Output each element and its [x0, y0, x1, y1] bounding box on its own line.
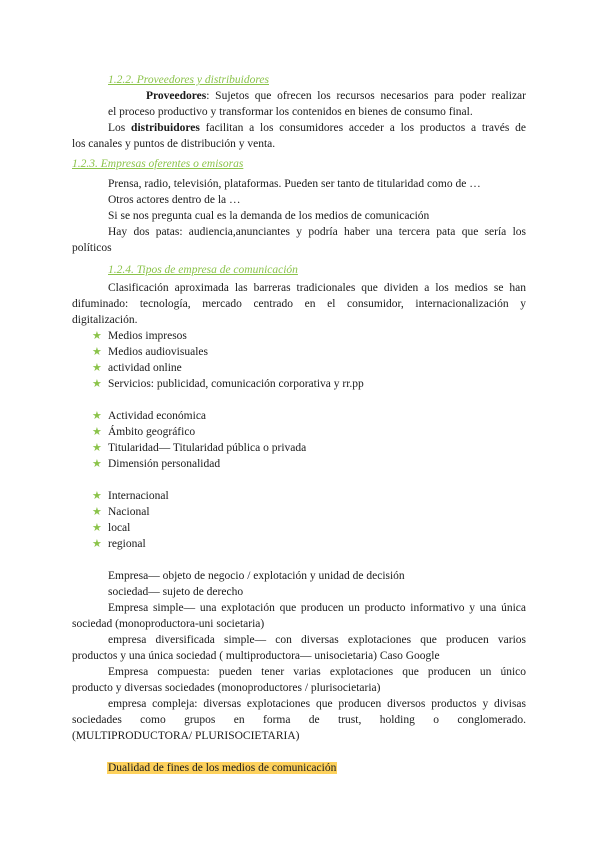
- empresa-compleja-line-3: (MULTIPRODUCTORA/ PLURISOCIETARIA): [72, 730, 300, 742]
- paragraph-line: Prensa, radio, televisión, plataformas. Pueden ser tanto de titularidad como de …: [108, 178, 481, 190]
- clasificacion-line-3: digitalización.: [72, 314, 138, 326]
- empresa-definition: Empresa— objeto de negocio / explotación y unidad de decisión: [108, 570, 405, 582]
- star-icon: ★: [92, 346, 102, 358]
- star-icon: ★: [92, 410, 102, 422]
- patas-line-1: Hay dos patas: audiencia,anunciantes y podría haber una tercera pata que sería los: [108, 226, 526, 238]
- list-item: ★ Internacional: [92, 490, 169, 502]
- empresa-compleja-line-1: empresa compleja: diversas explotaciones que producen diversos productos y divisas: [108, 698, 526, 710]
- patas-line-2: políticos: [72, 242, 112, 254]
- paragraph-line: Si se nos pregunta cual es la demanda de los medios de comunicación: [108, 210, 430, 222]
- clasificacion-line-2: difuminado: tecnología, mercado centrado en el consumidor, internacionalización y: [72, 298, 526, 310]
- highlighted-heading: Dualidad de fines de los medios de comunicación: [108, 762, 337, 774]
- list-item: ★ regional: [92, 538, 146, 550]
- section-heading-1-2-2: 1.2.2. Proveedores y distribuidores: [108, 74, 269, 86]
- star-icon: ★: [92, 458, 102, 470]
- list-item: ★ Servicios: publicidad, comunicación corporativa y rr.pp: [92, 378, 364, 390]
- star-icon: ★: [92, 442, 102, 454]
- list-item: ★ Titularidad— Titularidad pública o privada: [92, 442, 307, 454]
- empresa-compuesta-line-2: producto y diversas sociedades (monoproductores / plurisocietaria): [72, 682, 381, 694]
- empresa-compleja-line-2: sociedades como grupos en forma de trust, holding o conglomerado.: [72, 714, 526, 726]
- proveedores-line-1: Proveedores: Sujetos que ofrecen los recursos necesarios para poder realizar: [146, 90, 526, 102]
- empresa-compuesta-line-1: Empresa compuesta: pueden tener varias explotaciones que producen un único: [108, 666, 526, 678]
- empresa-simple-line-2: sociedad (monoproductora-uni societaria): [72, 618, 265, 630]
- empresa-diversificada-line-2: productos y una única sociedad ( multiproductora— unisocietaria) Caso Google: [72, 650, 440, 662]
- section-heading-1-2-3: 1.2.3. Empresas oferentes o emisoras: [72, 158, 244, 170]
- list-item: ★ local: [92, 522, 131, 534]
- sociedad-definition: sociedad— sujeto de derecho: [108, 586, 244, 598]
- star-icon: ★: [92, 426, 102, 438]
- paragraph-line: Otros actores dentro de la …: [108, 194, 241, 206]
- list-item: ★ actividad online: [92, 362, 182, 374]
- distribuidores-line-1: Los distribuidores facilitan a los consumidores acceder a los productos a través de: [108, 122, 526, 134]
- proveedores-line-2: el proceso productivo y transformar los contenidos en bienes de consumo final.: [108, 106, 473, 118]
- list-item: ★ Ámbito geográfico: [92, 426, 196, 438]
- star-icon: ★: [92, 378, 102, 390]
- empresa-simple-line-1: Empresa simple— una explotación que producen un producto informativo y una única: [108, 602, 526, 614]
- list-item: ★ Medios audiovisuales: [92, 346, 208, 358]
- section-heading-1-2-4: 1.2.4. Tipos de empresa de comunicación: [108, 264, 298, 276]
- star-icon: ★: [92, 522, 102, 534]
- list-item: ★ Actividad económica: [92, 410, 207, 422]
- distribuidores-line-2: los canales y puntos de distribución y venta.: [72, 138, 276, 150]
- star-icon: ★: [92, 362, 102, 374]
- star-icon: ★: [92, 490, 102, 502]
- clasificacion-line-1: Clasificación aproximada las barreras tradicionales que dividen a los medios se han: [108, 282, 526, 294]
- star-icon: ★: [92, 506, 102, 518]
- star-icon: ★: [92, 330, 102, 342]
- list-item: ★ Dimensión personalidad: [92, 458, 221, 470]
- star-icon: ★: [92, 538, 102, 550]
- list-item: ★ Medios impresos: [92, 330, 187, 342]
- empresa-diversificada-line-1: empresa diversificada simple— con diversas explotaciones que producen varios: [108, 634, 526, 646]
- list-item: ★ Nacional: [92, 506, 150, 518]
